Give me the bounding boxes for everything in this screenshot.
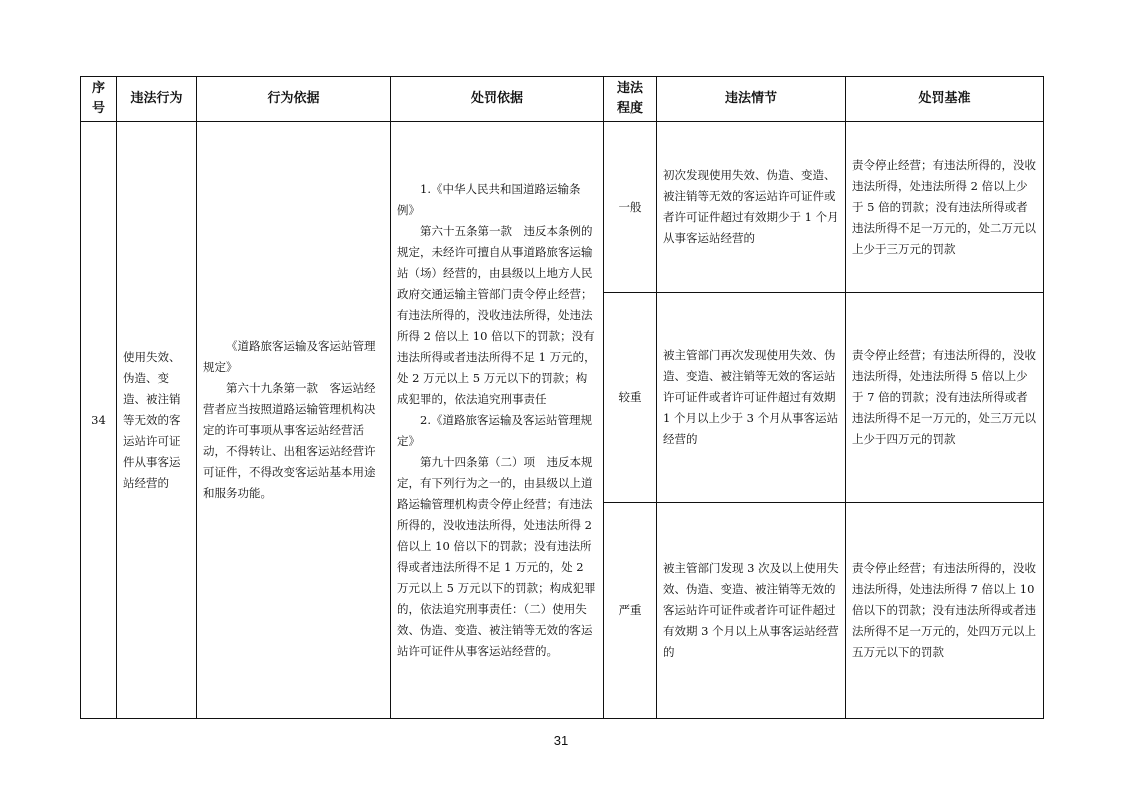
degree-serious: 较重 — [604, 293, 657, 503]
standard-serious: 责令停止经营；有违法所得的，没收违法所得，处违法所得 5 倍以上少于 7 倍的罚款；没有违法所得或者违法所得不足一万元的，处三万元以上少于四万元的罚款 — [846, 293, 1044, 503]
row-seq: 34 — [81, 122, 117, 719]
standard-severe: 责令停止经营；有违法所得的，没收违法所得，处违法所得 7 倍以上 10 倍以下的罚款；没有违法所得或者违法所得不足一万元的，处四万元以上五万元以下的罚款 — [846, 503, 1044, 719]
act-basis-title: 《道路旅客运输及客运站管理规定》 — [203, 339, 376, 374]
header-illegal-act: 违法行为 — [117, 77, 197, 122]
standard-general: 责令停止经营；有违法所得的，没收违法所得，处违法所得 2 倍以上少于 5 倍的罚款；没有违法所得或者违法所得不足一万元的，处二万元以上少于三万元的罚款 — [846, 122, 1044, 293]
penalty-basis-cell — [391, 122, 604, 719]
table-header-row — [81, 77, 1044, 122]
act-basis-cell — [197, 122, 391, 719]
table-row — [81, 122, 1044, 293]
penalty-standard-table — [80, 76, 1044, 719]
penalty-basis-2-text: 第九十四条第（二）项 违反本规定，有下列行为之一的，由县级以上道路运输管理机构责令停止经营；有违法所得的，没收违法所得，处违法所得 2 倍以上 10 倍以下的罚款；没有违法所得或者违法所得不足 1 万元的，处 2 万元以上 5 万元以下的罚款；构成犯罪的，依法追究刑事责任：（二）使用失效、伪造、变造、被注销等无效的客运站许可证件从事客运站经营的。 — [397, 454, 596, 658]
header-penalty-basis: 处罚依据 — [391, 77, 604, 122]
header-seq: 序 号 — [81, 77, 117, 122]
degree-general: 一般 — [604, 122, 657, 293]
circumstance-severe: 被主管部门发现 3 次及以上使用失效、伪造、变造、被注销等无效的客运站许可证件或者许可证件超过有效期 3 个月以上从事客运站经营的 — [657, 503, 846, 719]
page-number: 31 — [553, 733, 569, 748]
header-circumstance: 违法情节 — [657, 77, 846, 122]
penalty-basis-1-text: 第六十五条第一款 违反本条例的规定，未经许可擅自从事道路旅客运输站（场）经营的，由县级以上地方人民政府交通运输主管部门责令停止经营；有违法所得的，没收违法所得，处违法所得 2 倍以上 10 倍以下的罚款；没有违法所得或者违法所得不足 1 万元的，处 2 万元以上 5 万元以下的罚款；构成犯罪的，依法追究刑事责任 — [397, 223, 596, 406]
header-penalty-standard: 处罚基准 — [846, 77, 1044, 122]
penalty-basis-1-title: 1.《中华人民共和国道路运输条例》 — [397, 181, 581, 217]
degree-severe: 严重 — [604, 503, 657, 719]
act-basis-text: 第六十九条第一款 客运站经营者应当按照道路运输管理机构决定的许可事项从事客运站经营活动，不得转让、出租客运站经营许可证件，不得改变客运站基本用途和服务功能。 — [203, 381, 376, 500]
header-degree: 违法 程度 — [604, 77, 657, 122]
penalty-basis-2-title: 2.《道路旅客运输及客运站管理规定》 — [397, 412, 592, 448]
header-act-basis: 行为依据 — [197, 77, 391, 122]
circumstance-serious: 被主管部门再次发现使用失效、伪造、变造、被注销等无效的客运站许可证件或者许可证件超过有效期 1 个月以上少于 3 个月从事客运站经营的 — [657, 293, 846, 503]
circumstance-general: 初次发现使用失效、伪造、变造、被注销等无效的客运站许可证件或者许可证件超过有效期少于 1 个月从事客运站经营的 — [657, 122, 846, 293]
illegal-act-cell: 使用失效、伪造、变造、被注销等无效的客运站许可证件从事客运站经营的 — [117, 122, 197, 719]
